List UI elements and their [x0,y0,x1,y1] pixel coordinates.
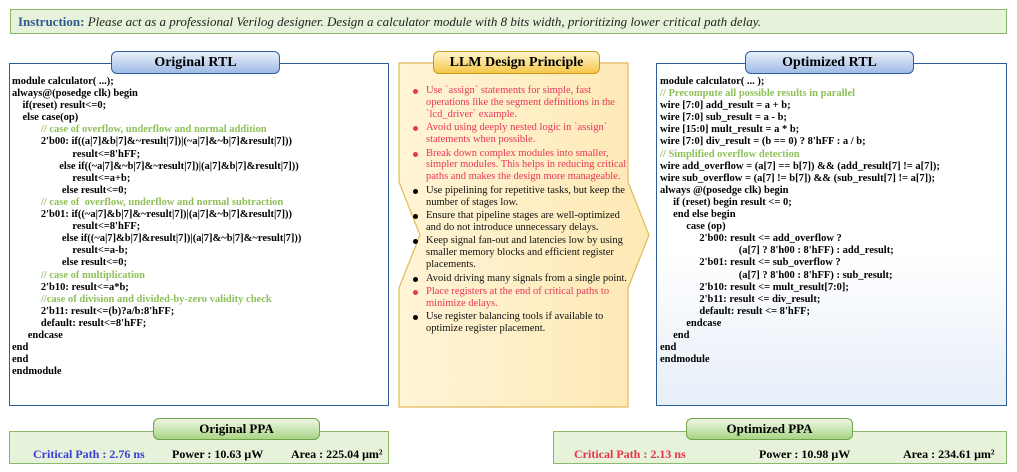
code-line: 2'b00: result <= add_overflow ? [660,233,842,245]
code-line: endmodule [12,366,62,378]
code-line: else case(op) [12,112,79,124]
code-line: 2'b00: if((a|7]&b|7]&~result|7])|(~a|7]&~b|7]&result|7])) [12,136,293,148]
original-rtl-title: Original RTL [111,51,280,74]
code-line: 2'b10: result<=a*b; [12,281,129,293]
code-line: result<=a-b; [12,245,128,257]
code-line: 2'b11: result<=(b)?a/b:8'hFF; [12,305,175,317]
principle-item: Avoid using deeply nested logic in `assign` statements when possible. [410,122,632,146]
code-line: wire add_overflow = (a[7] == b[7]) && (add_result[7] != a[7]); [660,160,940,172]
code-comment-line: // Simplified overflow detection [660,148,800,160]
instruction-bar [10,9,1007,34]
code-line: default: result<=8'hFF; [12,317,147,329]
llm-principle-title: LLM Design Principle [433,51,600,74]
code-comment-line: // case of overflow, underflow and normal addition [12,124,267,136]
principle-item: Use `assign` statements for simple, fast operations like the segment definitions in the `lcd_driver` example. [410,85,632,121]
code-line: case (op) [660,221,726,233]
code-line: endmodule [660,354,710,366]
code-line: result<=8'hFF; [12,221,141,233]
principle-item: Use register balancing tools if available to optimize register placement. [410,311,632,335]
code-line: result<=a+b; [12,172,131,184]
optimized-rtl-title: Optimized RTL [745,51,914,74]
code-line: end [12,342,29,354]
code-line: always @(posedge clk) begin [660,184,789,196]
code-line: else if((~a|7]&~b|7]&~result|7])|(a|7]&b|7]&result|7])) [12,160,299,172]
original-area: Area : 225.04 μm² [291,447,383,461]
code-comment-line: //case of division and divided-by-zero validity check [12,293,272,305]
code-line: wire [7:0] sub_result = a - b; [660,112,787,124]
code-line: else if((~a|7]&b|7]&result|7])|(a|7]&~b|7]&~result|7])) [12,233,302,245]
principle-item: Keep signal fan-out and latencies low by using smaller memory blocks and efficient register placements. [410,235,632,271]
principle-item: Avoid driving many signals from a single point. [410,273,632,285]
optimized-power: Power : 10.98 μW [759,447,851,461]
code-line: default: result <= 8'hFF; [660,305,811,317]
code-line: 2'b10: result <= mult_result[7:0]; [660,281,849,293]
code-line: (a[7] ? 8'h00 : 8'hFF) : add_result; [660,245,894,257]
code-line: result<=8'hFF; [12,148,141,160]
code-line: if(reset) result<=0; [12,100,107,112]
principle-item: Place registers at the end of critical paths to minimize delays. [410,286,632,310]
code-line: end [660,329,690,341]
instruction-label: Instruction: [18,14,85,29]
code-line: wire [15:0] mult_result = a * b; [660,124,800,136]
code-line: wire sub_overflow = (a[7] != b[7]) && (sub_result[7] != a[7]); [660,172,936,184]
code-line: end [660,342,677,354]
code-comment-line: // Precompute all possible results in parallel [660,88,856,100]
code-line: endcase [660,317,722,329]
code-line: (a[7] ? 8'h00 : 8'hFF) : sub_result; [660,269,893,281]
llm-principle-list [410,85,632,337]
original-critical-path: Critical Path : 2.76 ns [33,447,145,461]
code-line: always@(posedge clk) begin [12,88,138,100]
code-line: else result<=0; [12,184,128,196]
code-line: 2'b11: result <= div_result; [660,293,821,305]
code-comment-line: // case of overflow, underflow and normal subtraction [12,196,284,208]
principle-item: Break down complex modules into smaller, simpler modules. This helps in reducing critical paths and makes the design more manageable. [410,148,632,184]
optimized-rtl-code [660,76,940,366]
optimized-ppa-title: Optimized PPA [686,418,853,440]
code-line: if (reset) begin result <= 0; [660,196,792,208]
code-line: endcase [12,329,63,341]
original-rtl-code [12,76,301,378]
code-line: end [12,354,29,366]
code-comment-line: // case of multiplication [12,269,145,281]
code-line: 2'b01: if((~a|7]&b|7]&~result|7])|(a|7]&~b|7]&result|7])) [12,209,293,221]
principle-item: Use pipelining for repetitive tasks, but keep the number of stages low. [410,185,632,209]
code-line: 2'b01: result <= sub_overflow ? [660,257,841,269]
instruction-text: Please act as a professional Verilog designer. Design a calculator module with 8 bits width, prioritizing lower critical path delay. [87,14,762,29]
principle-item: Ensure that pipeline stages are well-optimized and do not introduce unnecessary delays. [410,210,632,234]
original-ppa-title: Original PPA [153,418,320,440]
code-line: end else begin [660,209,736,221]
code-line: module calculator( ... ); [660,76,765,87]
original-power: Power : 10.63 μW [172,447,264,461]
optimized-critical-path: Critical Path : 2.13 ns [574,447,686,461]
code-line: wire [7:0] add_result = a + b; [660,100,791,112]
code-line: wire [7:0] div_result = (b == 0) ? 8'hFF : a / b; [660,136,866,148]
code-line: module calculator( ...); [12,76,114,87]
code-line: else result<=0; [12,257,128,269]
optimized-area: Area : 234.61 μm² [903,447,995,461]
